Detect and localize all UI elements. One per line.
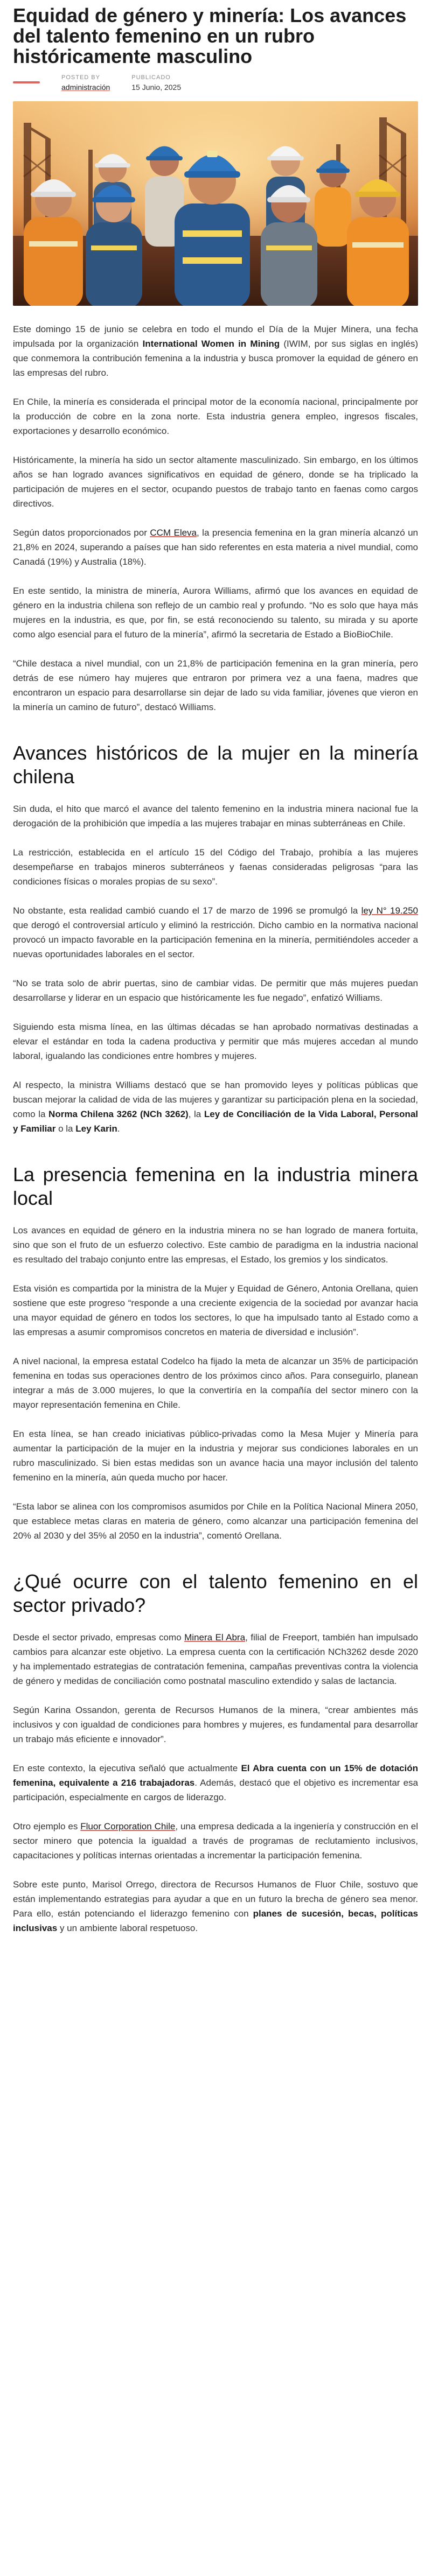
ley-19250-link[interactable]: ley N° 19.250 — [361, 906, 418, 916]
posted-by-label: POSTED BY — [61, 74, 100, 81]
section3-paragraph-4: Otro ejemplo es Fluor Corporation Chile, una empresa dedicada a la ingeniería y construcción en el sector minero que potencia la igualdad a través de programas de reclutamiento inclusivos, capacitaciones y políticas internas orientadas a incrementar la participación femenina. — [13, 1821, 418, 1861]
section-heading-historic: Avances históricos de la mujer en la minería chilena — [13, 742, 418, 788]
section2-paragraph-1: Los avances en equidad de género en la industria minera no se han logrado de manera fortuita, sino que son el fruto de un esfuerzo colectivo. Este cambio de paradigma en la industria nacional es resultado del trabajo conjunto entre las empresas, el Estado, los gremios y los sindicatos. — [13, 1225, 418, 1265]
hero-image — [13, 101, 418, 306]
article-title: Equidad de género y minería: Los avances del talento femenino en un rubro históricamente masculino — [13, 4, 407, 67]
section2-paragraph-4: En esta línea, se han creado iniciativas público-privadas como la Mesa Mujer y Minería para aumentar la participación de la mujer en la industria y mejorar sus condiciones laborales en un rubro masculinizado. Si bien estas medidas son un avance hacia una mayor inclusión del talento femenino en la minería, aún queda mucho por hacer. — [13, 1429, 418, 1483]
intro-paragraph-3: Históricamente, la minería ha sido un sector altamente masculinizado. Sin embargo, en los últimos años se han logrado avances significativos en equidad de género, donde se ha triplicado la participación de mujeres en el sector, ocupando puestos de trabajo tanto en faenas como cargos directivos. — [13, 455, 418, 509]
meta-author-block — [61, 74, 110, 92]
section2-paragraph-5: “Esta labor se alinea con los compromisos asumidos por Chile en la Política Nacional Minera 2050, que establece metas claras en materia de género, como alcanzar una participación femenina del 20% al 2030 y del 35% al 2050 en la industria”, comentó Orellana. — [13, 1501, 418, 1541]
section3-paragraph-5: Sobre este punto, Marisol Orrego, directora de Recursos Humanos de Fluor Chile, sostuvo que están implementando estrategias para ayudar a que en un futuro la brecha de género sea menor. Para ello, están potenciando el liderazgo femenino con planes de sucesión, becas, políticas inclusivas y un ambiente laboral respetuoso. — [13, 1879, 418, 1933]
intro-paragraph-2: En Chile, la minería es considerada el principal motor de la economía nacional, principalmente por la producción de cobre en la zona norte. Esta industria genera empleo, ingresos fiscales, exportaciones y desarrollo económico. — [13, 397, 418, 436]
intro-paragraph-5: En este sentido, la ministra de minería, Aurora Williams, afirmó que los avances en equidad de género en la industria chilena son reflejo de un cambio real y profundo. “No es solo que haya más mujeres en la industria, es que, por fin, se está reconociendo su talento, su mirada y su aporte como algo esencial para el futuro de la minería”, afirmó la secretaria de Estado a BioBioChile. — [13, 586, 418, 640]
section-heading-presence: La presencia femenina en la industria minera local — [13, 1163, 418, 1209]
published-label: PUBLICADO — [131, 74, 171, 81]
section1-paragraph-2: La restricción, establecida en el artículo 15 del Código del Trabajo, prohibía a las mujeres desempeñarse en trabajos mineros subterráneos y faenas consideradas peligrosas “para las condiciones físicas o morales propias de su sexo”. — [13, 847, 418, 887]
section3-paragraph-2: Según Karina Ossandon, gerenta de Recursos Humanos de la minera, “crear ambientes más inclusivos y con igualdad de condiciones para hombres y mujeres, es fundamental para desarrollar un trabajo más eficiente e innovador”. — [13, 1705, 418, 1744]
author-link[interactable]: administración — [61, 83, 110, 92]
section1-paragraph-6: Al respecto, la ministra Williams destacó que se han promovido leyes y políticas públicas que buscan mejorar la calidad de vida de las mujeres y garantizar su participación plena en la sociedad, como la Norma Chilena 3262 (NCh 3262), la Ley de Conciliación de la Vida Laboral, Personal y Familiar o la Ley Karin. — [13, 1080, 418, 1134]
publish-date: 15 Junio, 2025 — [131, 83, 182, 92]
ccm-eleva-link[interactable]: CCM Eleva — [150, 528, 197, 538]
section1-paragraph-5: Siguiendo esta misma línea, en las últimas décadas se han aprobado normativas destinadas a elevar el estándar en toda la cadena productiva y permitir que más mujeres accedan al mundo laboral, igualando las condiciones entre hombres y mujeres. — [13, 1022, 418, 1061]
section3-paragraph-3: En este contexto, la ejecutiva señaló que actualmente El Abra cuenta con un 15% de dotación femenina, equivalente a 216 trabajadoras. Además, destacó que el objetivo es incrementar esa participación, especialmente en cargos de liderazgo. — [13, 1763, 418, 1802]
section2-paragraph-2: Esta visión es compartida por la ministra de la Mujer y Equidad de Género, Antonia Orellana, quien sostiene que este progreso “responde a una creciente exigencia de la sociedad por avanzar hacia una mayor equidad de género en todos los sectores, lo que ha impulsado tanto al Estado como a las empresas a asumir compromisos concretos en materia de diversidad e inclusión”. — [13, 1283, 418, 1337]
fluor-chile-link[interactable]: Fluor Corporation Chile — [80, 1821, 176, 1831]
intro-paragraph-1: Este domingo 15 de junio se celebra en todo el mundo el Día de la Mujer Minera, una fecha impulsada por la organización International Women in Mining (IWIM, por sus siglas en inglés) que conmemora la contribución femenina a la industria y busca promover la equidad de género en las empresas del rubro. — [13, 324, 418, 378]
meta-accent-bar — [13, 81, 40, 83]
section1-paragraph-4: “No se trata solo de abrir puertas, sino de cambiar vidas. De permitir que más mujeres puedan desarrollarse y liderar en un espacio que históricamente les fue negado”, enfatizó Williams. — [13, 978, 418, 1003]
women-miners-illustration — [13, 101, 418, 306]
article-meta — [13, 74, 418, 92]
article — [0, 5, 431, 1971]
intro-paragraph-4: Según datos proporcionados por CCM Eleva, la presencia femenina en la gran minería alcanzó un 21,8% en 2024, superando a países que han sido referentes en esta materia a nivel mundial, como Canadá (19%) y Australia (18%). — [13, 528, 419, 567]
meta-date-block — [131, 74, 181, 92]
section2-paragraph-3: A nivel nacional, la empresa estatal Codelco ha fijado la meta de alcanzar un 35% de participación femenina en todas sus operaciones dentro de los próximos cinco años. Para conseguirlo, planean integrar a más de 3.000 mujeres, lo que la convertiría en la compañía del sector minero con la mayor representación femenina en Chile. — [13, 1356, 418, 1410]
section-heading-private-sector: ¿Qué ocurre con el talento femenino en el sector privado? — [13, 1570, 418, 1616]
section3-paragraph-1: Desde el sector privado, empresas como Minera El Abra, filial de Freeport, también han impulsado cambios para alcanzar este objetivo. La empresa cuenta con la certificación NCh3262 desde 2020 y ha implementado estrategias de contratación femenina, campañas preventivas contra la violencia de género y medidas de conciliación como postnatal masculino extendido y salas de lactancia. — [13, 1632, 419, 1686]
section1-paragraph-3: No obstante, esta realidad cambió cuando el 17 de marzo de 1996 se promulgó la ley N° 19.250 que derogó el controversial artículo y eliminó la restricción. Dicho cambio en la normativa nacional provocó un impacto favorable en la participación femenina en la minería, permitiéndoles acceder a nuevas oportunidades laborales en el sector. — [13, 906, 418, 959]
intro-paragraph-6: “Chile destaca a nivel mundial, con un 21,8% de participación femenina en la gran minería, pero detrás de ese número hay mujeres que entraron por primera vez a una faena, madres que encontraron un espacio para desarrollarse sin dejar de lado su vida familiar, jóvenes que vieron en la minería un camino de futuro”, destacó Williams. — [13, 658, 418, 712]
minera-el-abra-link[interactable]: Minera El Abra — [184, 1632, 246, 1643]
section1-paragraph-1: Sin duda, el hito que marcó el avance del talento femenino en la industria minera nacional fue la derogación de la prohibición que impedía a las mujeres trabajar en minas subterráneas en Chile. — [13, 804, 418, 829]
